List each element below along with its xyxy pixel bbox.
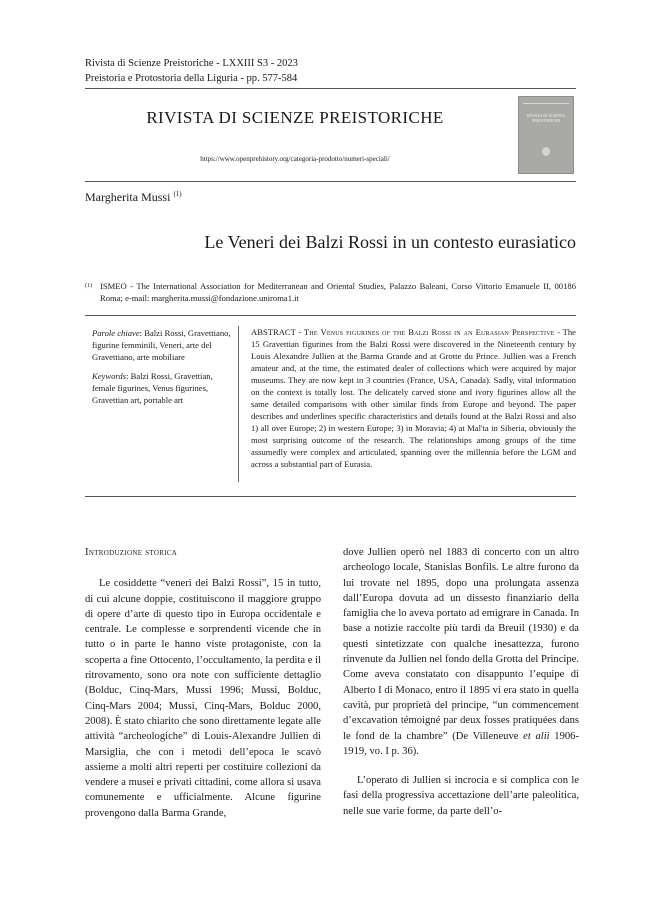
author-name (85, 190, 182, 205)
journal-title: RIVISTA DI SCIENZE PREISTORICHE (146, 108, 444, 127)
keywords-italian-text: : Balzi Rossi, Gravettiano, figurine femminili, Veneri, arte del Gravettiano, arte mobiliare (92, 328, 231, 362)
abstract-heading: The Venus figurines of the Balzi Rossi in an Eurasian Perspective (303, 327, 555, 337)
keywords-english-label: Keywords (92, 371, 127, 381)
keywords-italian-label: Parole chiave (92, 328, 140, 338)
journal-cover-thumbnail (518, 96, 574, 174)
affiliation-note-marker: (1) (85, 283, 92, 289)
paragraph-3: L’operato di Jullien si incrocia e si complica con le fasi della progressiva accettazione dell’arte paleolitica, nelle sue varie forme, da parte dell’o- (343, 775, 579, 817)
journal-issue-line: Rivista di Scienze Preistoriche - LXXIII S3 - 2023 (85, 58, 298, 69)
affiliation-text: ISMEO - The International Association for Mediterranean and Oriental Studies, Palazzo Baleani, Corso Vittorio Emanuele II, 00186 Roma; e-mail: margherita.mussi@fondazione.uniroma1.it (100, 281, 576, 303)
abstract-label: ABSTRACT - (251, 327, 304, 337)
header-rule-bottom (85, 181, 576, 182)
volume-pages-line: Preistoria e Protostoria della Liguria - pp. 577-584 (85, 73, 298, 84)
abstract-text: - The 15 Gravettian figurines from the Balzi Rossi were discovered in the Nineteenth century by Louis Alexandre Jullien at the Barma Grande and at Grotte du Prince. Jullien was a French amateur and, at the time, the estimated dealer of collections which were acquired by major museums. They are now kept in 3 countries (France, USA, Canada). Sadly, vital information on the context is totally lost. The delicately carved stone and ivory figurines allow all the same detailed comparisons with other similar finds from Europe and beyond. The paper describes and underlines specific characteristics and details found at the Balzi Rossi and also 1) all over Europe; 2) in western Europe; 3) in Moravia; 4) at Mal'ta in Siberia, obviously the most surprising outcome of the research. The relationships among groups of the time assumedly were complex and articulated, spanning over the millennia before the LGM and across a substantial part of Eurasia. (251, 327, 576, 469)
paragraph-2-text-b: 1906-1919, vo. I p. 36). (343, 730, 579, 757)
cover-top-line (523, 103, 569, 104)
keywords-english (92, 370, 234, 406)
article-title: Le Veneri dei Balzi Rossi in un contesto eurasiatico (204, 232, 576, 252)
section-heading: Introduzione storica (85, 547, 178, 558)
abstract-divider (238, 326, 239, 482)
abstract-rule-bottom (85, 496, 576, 497)
running-header (85, 56, 298, 86)
header-rule-top (85, 88, 576, 89)
paragraph-2-etal: et alii (523, 730, 550, 742)
keywords-block (92, 327, 234, 413)
cover-title: RIVISTA DI SCIENZE PREISTORICHE (527, 113, 565, 123)
paragraph-2 (343, 545, 579, 759)
journal-url[interactable]: https://www.openprehistory.org/categoria-prodotto/numeri-speciali/ (200, 155, 390, 163)
keywords-italian (92, 327, 234, 363)
body-column-right (343, 545, 579, 819)
abstract (251, 326, 576, 470)
paragraph-2-text-a: dove Jullien operò nel 1883 di concerto con un altro archeologo locale, Stanislas Bonfils. Le altre furono da lui trovate nel 1895, dopo una prolungata assenza dall’Europa dovuta ad un dissesto finanziario della famiglia che lo aveva portato ad emigrare in Canada. In base a notizie raccolte più tardi da Breuil (1930) e da questi sintetizzate con qualche inesattezza, furono rinvenute da Jullien nel fondo della Grotta del Principe. Come aveva constatato con disappunto l’equipe di Alberto I di Monaco, entro il 1895 vi era stato in quella cavità, pur proprietà del principe, “un commencement d’excavation témoigné par deux fosses pratiquées dans le fond de la chambre” (De Villeneuve (343, 547, 579, 742)
abstract-rule-top (85, 315, 576, 316)
body-column-left (85, 545, 321, 821)
author-text: Margherita Mussi (85, 190, 171, 204)
author-note-marker: (1) (173, 190, 182, 198)
keywords-english-text: : Balzi Rossi, Gravettian, female figurines, Venus figurines, Gravettian art, portable art (92, 371, 213, 405)
cover-emblem-icon (542, 147, 550, 156)
paragraph-1: Le cosiddette “veneri dei Balzi Rossi”, 15 in tutto, di cui alcune doppie, costituiscono il maggiore gruppo di opere d’arte di questo tipo in Europa occidentale e centrale. Le complesse e sorprendenti vicende che in tutto o in parte le hanno viste protagoniste, con la scoperta a fine Ottocento, l’occultamento, la perdita e il ritrovamento, sono ora note con sufficiente dettaglio (Bolduc, Cinq-Mars, Mussi 1996; Mussi, Bolduc, Cinq-Mars 2004; Mussi, Cinq-Mars, Bolduc 2000, 2008). È stato chiarito che sono direttamente legate alle attività “archeologiche” di Louis-Alexandre Jullien di Marsiglia, che con i metodi dell’epoca le scavò assieme a molti altri reperti per costituire collezioni da vendere a musei e privati cittadini, come allora si usava comunemente e ufficialmente. Alcune figurine provengono dalla Barma Grande, (85, 578, 321, 819)
